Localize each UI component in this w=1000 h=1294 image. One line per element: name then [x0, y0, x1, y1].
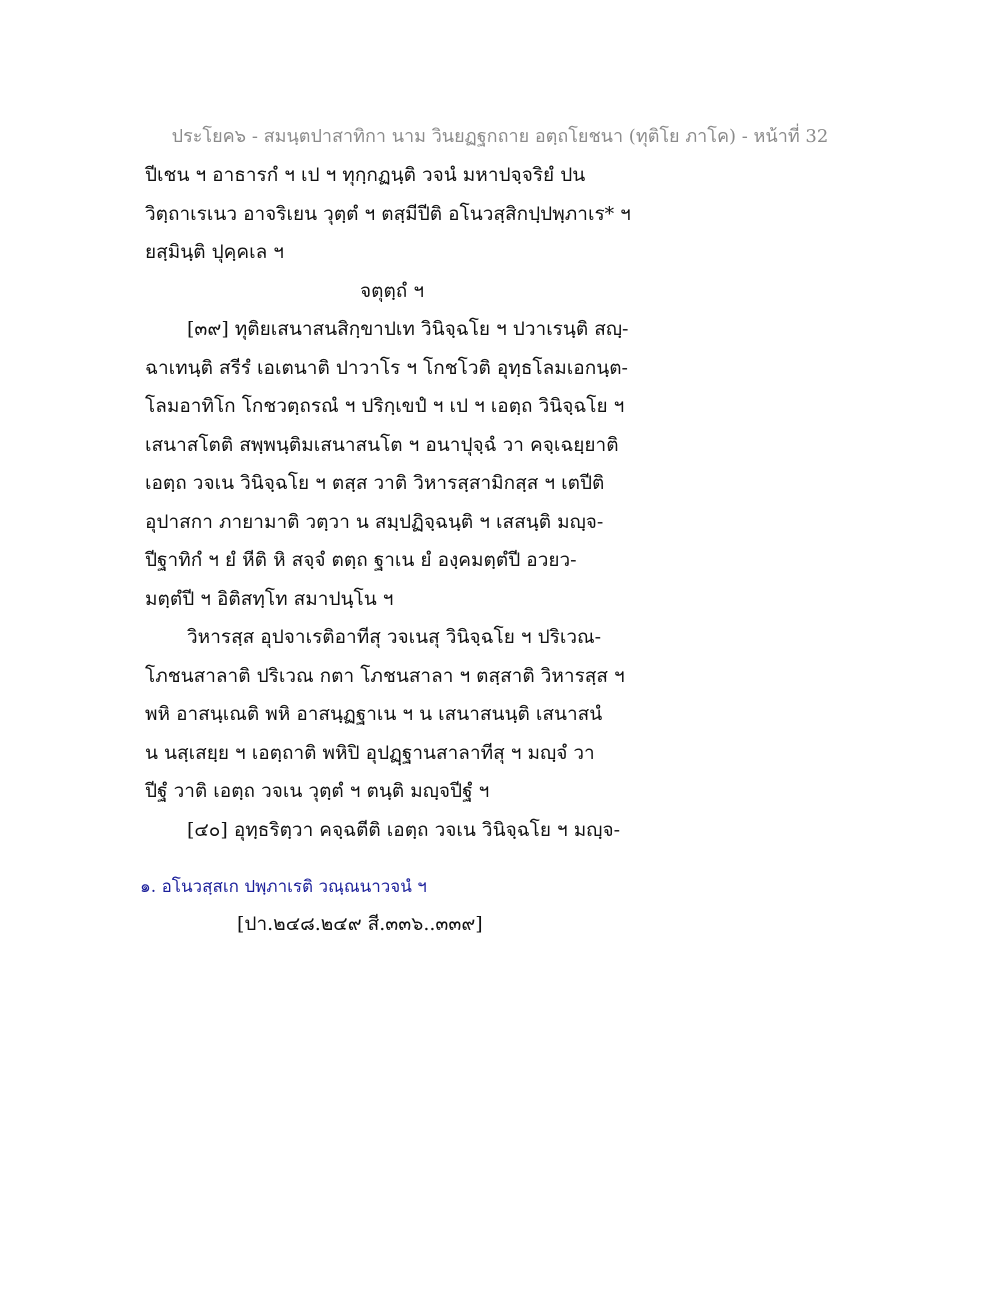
- footnote: ๑. อโนวสฺสเก ปพฺภาเรติ วณฺณนาวจนํ ฯ: [140, 877, 427, 897]
- text-line: ปีฐํ วาติ เอตฺถ วจเน วุตฺตํ ฯ ตนฺติ มญฺจปีฐํ ฯ: [145, 780, 490, 802]
- section-heading: จตุตฺถํ ฯ: [360, 279, 425, 302]
- text-line: เสนาสโตติ สพฺพนฺติมเสนาสนโต ฯ อนาปุจฺฉํ วา คจฺเฉยฺยาติ: [145, 433, 619, 456]
- text-line: ปีฐาทิกํ ฯ ยํ หีติ หิ สจฺจํ ตตฺถ ฐาเน ยํ องฺคมตฺตํปี อวยว-: [145, 549, 577, 571]
- text-line: มตฺตํปี ฯ อิติสทฺโท สมาปนฺโน ฯ: [145, 587, 394, 610]
- text-line: โภชนสาลาติ ปริเวณ กตา โภชนสาลา ฯ ตสฺสาติ วิหารสฺส ฯ: [145, 664, 625, 687]
- text-line: ปีเชน ฯ อาธารกํ ฯ เป ฯ ทุกฺกฏนฺติ วจนํ มหาปจฺจริยํ ปน: [145, 164, 586, 186]
- page-reference: [ปา.๒๔๘.๒๔๙ สี.๓๓๖..๓๓๙]: [237, 913, 483, 935]
- paragraph-start: [๓๙] ทุติยเสนาสนสิกฺขาปเท วินิจฺฉโย ฯ ปวาเรนฺติ สญฺ-: [187, 318, 629, 340]
- text-line: วิตฺถาเรเนว อาจริเยน วุตฺตํ ฯ ตสฺมีปีติ อโนวสฺสิกปฺปพฺภาเร* ฯ: [145, 202, 631, 225]
- text-line: ยสฺมินฺติ ปุคฺคเล ฯ: [145, 241, 284, 263]
- text-line: ฉาเทนฺติ สรีรํ เอเตนาติ ปาวาโร ฯ โกชโวติ อุทฺธโลมเอกนฺต-: [145, 356, 628, 379]
- text-line: อุปาสกา ภายามาติ วตฺวา น สมฺปฏิจฺฉนฺติ ฯ เสสนฺติ มญฺจ-: [145, 510, 604, 533]
- text-line: เอตฺถ วจเน วินิจฺฉโย ฯ ตสฺส วาติ วิหารสฺสามิกสฺส ฯ เตปีติ: [145, 472, 605, 494]
- body-text: [145, 156, 765, 849]
- text-line: น นสฺเสยฺย ฯ เอตฺถาติ พหิปิ อุปฏฺฐานสาลาทีสุ ฯ มญฺจํ วา: [145, 741, 595, 764]
- page-header: ประโยค๖ - สมนฺตปาสาทิกา นาม วินยฏฐกถาย อตฺถโยชนา (ทุติโย ภาโค) - หน้าที่ 32: [171, 126, 829, 147]
- paragraph-start: วิหารสฺส อุปจาเรติอาทีสุ วจเนสุ วินิจฺฉโย ฯ ปริเวณ-: [187, 626, 602, 648]
- text-line: พหิ อาสนฺเณติ พหิ อาสนฺฏฐาเน ฯ น เสนาสนนฺติ เสนาสนํ: [145, 703, 603, 725]
- paragraph-start: [๔๐] อุทฺธริตฺวา คจฺฉตีติ เอตฺถ วจเน วินิจฺฉโย ฯ มญฺจ-: [187, 818, 620, 841]
- text-line: โลมอาทิโก โกชวตฺถรณํ ฯ ปริกฺเขปํ ฯ เป ฯ เอตฺถ วินิจฺฉโย ฯ: [145, 395, 625, 417]
